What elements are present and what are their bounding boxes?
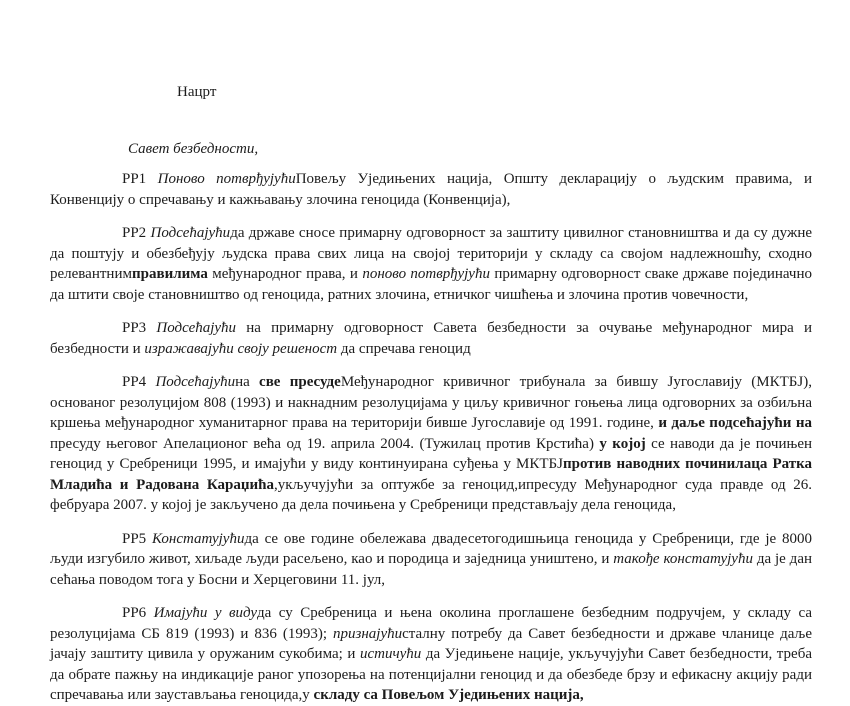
text-segment: да спречава геноцид <box>337 340 471 357</box>
text-segment: признајући <box>332 625 403 642</box>
text-segment: се наводи да је почињен геноцид у Сребреници 1995, и имајући у виду континуирана суђења у МКТБЈ <box>50 435 813 472</box>
text-segment: РР6 <box>122 605 154 621</box>
text-segment: да државе сносе примарну одговорност за заштиту цивилног становништва и да су дужне да поштују и обезбеђују људска права свих лица на својој територији у складу са својом надлежношћу, сходно релевантним <box>50 225 813 282</box>
text-segment: да је дан сећања поводом тога у Босни и Херцеговини 11. јул, <box>50 551 812 588</box>
text-segment: РР4 <box>122 374 156 390</box>
salutation: Савет безбедности, <box>128 140 259 157</box>
text-segment: међународног права, и <box>207 266 363 282</box>
paragraph-pp5 <box>50 529 812 591</box>
paragraph-pp1 <box>50 169 812 210</box>
paragraph-pp3 <box>50 318 812 359</box>
text-segment: против наводних починилаца Ратка Младића и Радована Караџића <box>50 456 812 493</box>
text-segment: у којој <box>599 435 646 452</box>
text-segment: правилима <box>131 266 208 282</box>
text-segment: такође констатујући <box>613 551 753 567</box>
paragraph-pp4 <box>50 372 812 516</box>
text-segment: на примарну одговорност Савета безбедности за очување међународног мира и безбедности и <box>50 320 812 357</box>
text-segment: истичући <box>359 646 422 662</box>
text-segment: примарну одговорност сваке државе појединачно да штити своје становништво од геноцида, ратних злочина, етничког чишћења и злочина против човечности, <box>50 266 813 303</box>
text-segment: Констатујући <box>152 530 245 547</box>
text-segment: Подсећајући <box>150 225 231 241</box>
text-segment: пресуду његовог Апелационог већа од 19. априла 2004. (Тужилац против Крстића) <box>50 435 600 452</box>
text-segment: ,укључујући за оптужбе за геноцид,ипресуду Међународног суда правде од 26. фебруара 2007. у којој је закључено да дела почињена у Сребреници представљају дела геноцида, <box>50 476 812 513</box>
text-segment: Поново потврђујући <box>157 171 296 187</box>
text-segment: да се ове године обележава двадесетогодишњица геноцида у Сребреници, где је 8000 људи изгубило живот, хиљаде људи расељено, као и породица и заједница уништено, и <box>50 530 813 567</box>
document-title: Нацрт <box>177 84 217 100</box>
text-segment: Подсећајући <box>155 374 236 390</box>
text-segment: РР1 <box>122 171 158 187</box>
text-segment: на <box>235 374 260 390</box>
paragraph-pp2 <box>50 223 812 305</box>
text-segment: РР2 <box>122 225 151 241</box>
text-segment: складу са Повељом Уједињених нација, <box>313 687 584 703</box>
text-segment: Међународног кривичног трибунала за бившу Југославију (МКТБЈ), основаног резолуцијом 808 (1993) и накнадним резолуцијама у циљу кривичног гоњења лица одговорних за озбиљна кршења међународног хуманитарног права на територији бивше Југославије од 1991. године, <box>50 374 812 431</box>
text-segment: РР5 <box>122 530 153 547</box>
text-segment: да су Сребреница и њена околина проглашене безбедним подручјем, у складу са резолуцијама СБ 819 (1993) и 836 (1993); <box>50 605 812 642</box>
text-segment: сталну потребу да Савет безбедности и државе чланице даље јачају заштиту цивила у оружаним сукобима; и <box>50 625 813 662</box>
text-segment: РР3 <box>122 320 157 336</box>
text-segment: и даље подсећајући на <box>658 415 812 431</box>
text-segment: све пресуде <box>259 374 341 390</box>
text-segment: Имајући у виду <box>153 605 258 621</box>
text-segment: поново потврђујући <box>362 266 490 282</box>
document-body <box>50 169 812 706</box>
text-segment: Подсећајући <box>156 320 237 336</box>
text-segment: да Уједињене нације, укључујући Савет безбедности, треба да обрате пажњу на индикације раног упозорења на потенцијални геноцид и да обезбеде брзу и ефикасну акцију ради спречавања или заустављања геноцида,у <box>50 646 812 703</box>
text-segment: Повељу Уједињених нација, Општу декларацију о људским правима, и Конвенцију о спречавању и кажњавању злочина геноцида (Конвенција), <box>50 171 813 208</box>
paragraph-pp6 <box>50 603 812 706</box>
text-segment: изражавајући своју решеност <box>144 340 338 357</box>
